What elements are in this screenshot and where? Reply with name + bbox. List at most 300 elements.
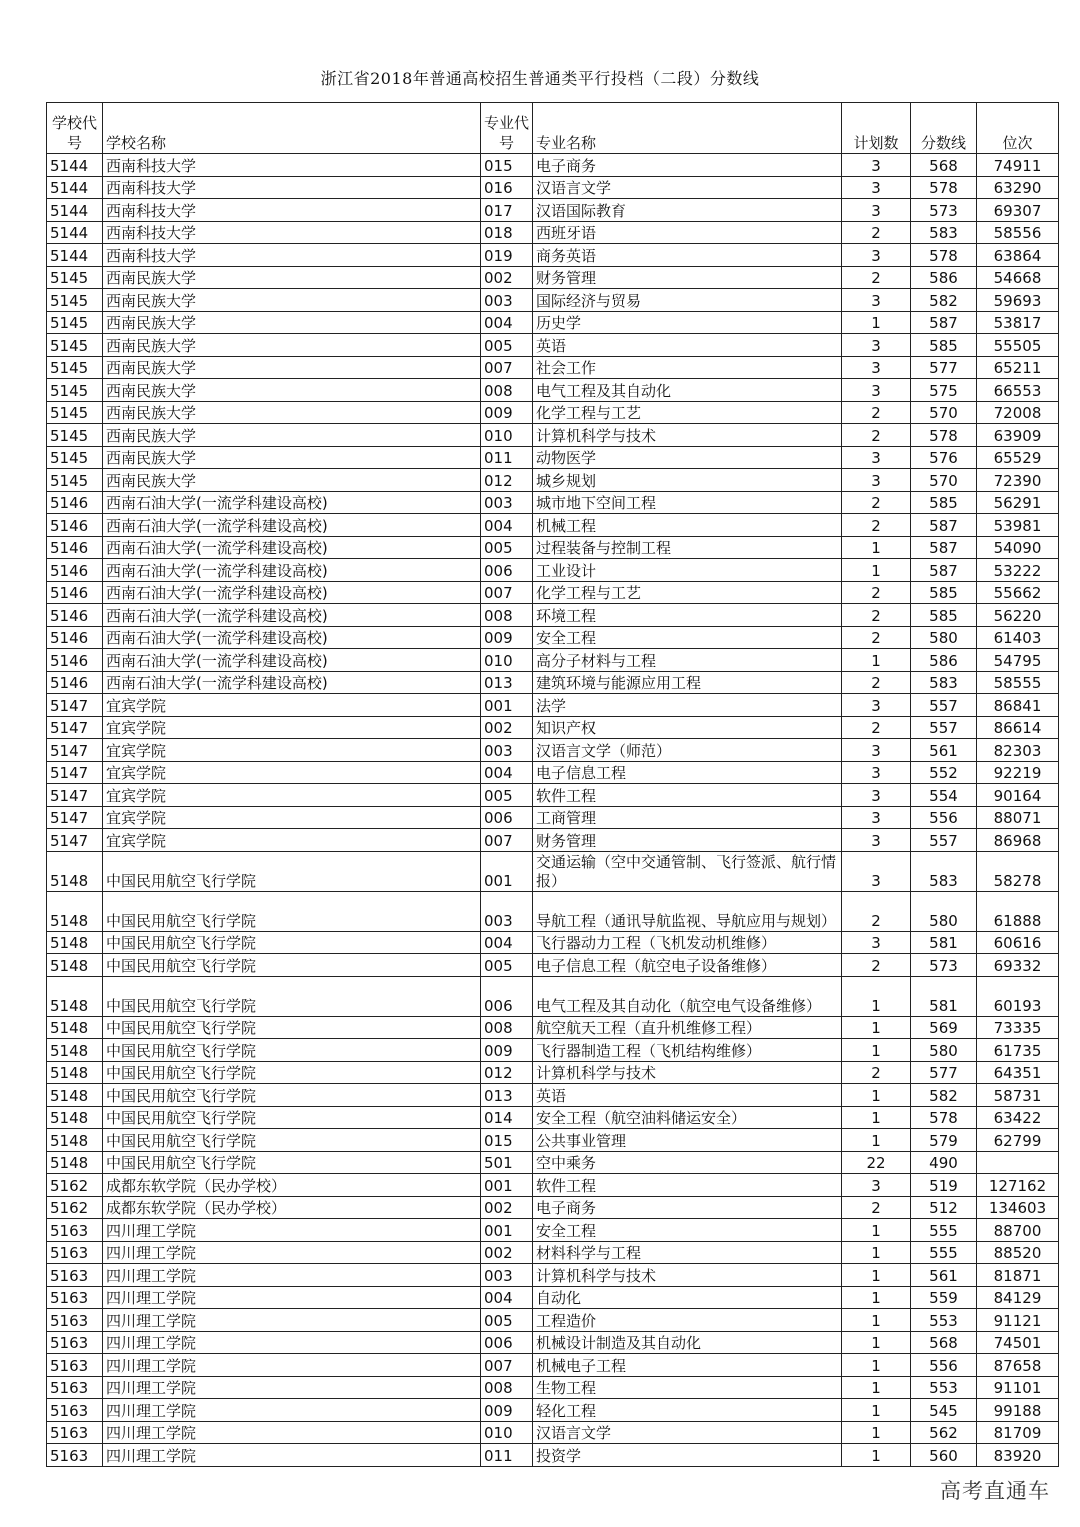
cell-plan: 3 <box>842 446 911 469</box>
cell-plan: 22 <box>842 1151 911 1174</box>
cell-major-name: 高分子材料与工程 <box>533 649 842 672</box>
table-row <box>47 1264 1059 1287</box>
cell-major-name: 汉语言文学 <box>533 176 842 199</box>
cell-rank: 58555 <box>977 671 1059 694</box>
cell-school-code: 5146 <box>47 559 103 582</box>
cell-score: 560 <box>911 1444 977 1467</box>
cell-major-name: 过程装备与控制工程 <box>533 536 842 559</box>
cell-score: 559 <box>911 1286 977 1309</box>
cell-major-name: 材料科学与工程 <box>533 1241 842 1264</box>
cell-major-name: 工业设计 <box>533 559 842 582</box>
cell-plan: 1 <box>842 1106 911 1129</box>
cell-score: 578 <box>911 424 977 447</box>
table-row <box>47 851 1059 891</box>
cell-school-name: 宜宾学院 <box>103 716 481 739</box>
cell-score: 577 <box>911 1061 977 1084</box>
cell-plan: 1 <box>842 1286 911 1309</box>
cell-rank: 87658 <box>977 1354 1059 1377</box>
cell-school-code: 5147 <box>47 739 103 762</box>
cell-major-code: 008 <box>481 604 533 627</box>
cell-rank: 66553 <box>977 379 1059 402</box>
cell-major-name: 环境工程 <box>533 604 842 627</box>
cell-score: 576 <box>911 446 977 469</box>
cell-major-code: 013 <box>481 671 533 694</box>
cell-school-name: 成都东软学院（民办学校） <box>103 1174 481 1197</box>
cell-score: 552 <box>911 761 977 784</box>
cell-major-name: 城乡规划 <box>533 469 842 492</box>
cell-major-name: 国际经济与贸易 <box>533 289 842 312</box>
cell-score: 585 <box>911 491 977 514</box>
cell-plan: 1 <box>842 1016 911 1039</box>
cell-plan: 3 <box>842 289 911 312</box>
table-row <box>47 1241 1059 1264</box>
cell-school-name: 中国民用航空飞行学院 <box>103 954 481 977</box>
cell-major-code: 006 <box>481 559 533 582</box>
cell-school-code: 5145 <box>47 446 103 469</box>
cell-score: 582 <box>911 1084 977 1107</box>
cell-plan: 3 <box>842 469 911 492</box>
cell-major-code: 010 <box>481 1421 533 1444</box>
cell-school-code: 5162 <box>47 1174 103 1197</box>
cell-major-code: 009 <box>481 1399 533 1422</box>
cell-major-name: 建筑环境与能源应用工程 <box>533 671 842 694</box>
cell-plan: 1 <box>842 1084 911 1107</box>
cell-major-name: 计算机科学与技术 <box>533 1264 842 1287</box>
cell-major-code: 016 <box>481 176 533 199</box>
cell-major-name: 电气工程及其自动化（航空电气设备维修） <box>533 976 842 1016</box>
cell-rank: 61735 <box>977 1039 1059 1062</box>
cell-major-code: 002 <box>481 716 533 739</box>
cell-major-name: 安全工程 <box>533 626 842 649</box>
cell-school-name: 西南石油大学(一流学科建设高校) <box>103 536 481 559</box>
cell-rank: 74911 <box>977 154 1059 177</box>
cell-school-name: 西南民族大学 <box>103 266 481 289</box>
cell-score: 561 <box>911 739 977 762</box>
cell-plan: 3 <box>842 244 911 267</box>
cell-school-code: 5163 <box>47 1331 103 1354</box>
cell-major-code: 005 <box>481 1309 533 1332</box>
cell-plan: 2 <box>842 716 911 739</box>
cell-school-name: 西南民族大学 <box>103 446 481 469</box>
cell-rank: 65529 <box>977 446 1059 469</box>
cell-major-name: 机械设计制造及其自动化 <box>533 1331 842 1354</box>
cell-rank: 86614 <box>977 716 1059 739</box>
cell-major-name: 航空航天工程（直升机维修工程） <box>533 1016 842 1039</box>
cell-major-code: 005 <box>481 784 533 807</box>
table-row <box>47 581 1059 604</box>
cell-rank: 84129 <box>977 1286 1059 1309</box>
cell-major-name: 电子信息工程（航空电子设备维修） <box>533 954 842 977</box>
header-school-code: 学校代号 <box>47 103 103 154</box>
cell-plan: 1 <box>842 1129 911 1152</box>
cell-major-code: 015 <box>481 1129 533 1152</box>
cell-major-name: 安全工程 <box>533 1219 842 1242</box>
cell-plan: 1 <box>842 1219 911 1242</box>
table-row <box>47 1376 1059 1399</box>
cell-school-code: 5146 <box>47 491 103 514</box>
cell-score: 573 <box>911 954 977 977</box>
cell-major-code: 009 <box>481 1039 533 1062</box>
cell-plan: 2 <box>842 581 911 604</box>
cell-plan: 3 <box>842 199 911 222</box>
table-row <box>47 289 1059 312</box>
cell-school-code: 5148 <box>47 851 103 891</box>
cell-school-code: 5145 <box>47 289 103 312</box>
table-row <box>47 604 1059 627</box>
cell-major-name: 电子信息工程 <box>533 761 842 784</box>
cell-plan: 1 <box>842 1264 911 1287</box>
cell-major-code: 007 <box>481 356 533 379</box>
cell-school-name: 中国民用航空飞行学院 <box>103 1039 481 1062</box>
table-row <box>47 1309 1059 1332</box>
table-row <box>47 1084 1059 1107</box>
header-plan: 计划数 <box>842 103 911 154</box>
cell-school-name: 宜宾学院 <box>103 784 481 807</box>
cell-major-name: 计算机科学与技术 <box>533 424 842 447</box>
cell-plan: 3 <box>842 1174 911 1197</box>
cell-major-name: 城市地下空间工程 <box>533 491 842 514</box>
cell-rank: 88700 <box>977 1219 1059 1242</box>
cell-school-code: 5147 <box>47 806 103 829</box>
cell-major-code: 004 <box>481 514 533 537</box>
cell-major-code: 006 <box>481 976 533 1016</box>
cell-school-code: 5148 <box>47 931 103 954</box>
table-row <box>47 1421 1059 1444</box>
table-row <box>47 244 1059 267</box>
cell-major-code: 012 <box>481 1061 533 1084</box>
cell-school-name: 四川理工学院 <box>103 1399 481 1422</box>
cell-score: 557 <box>911 716 977 739</box>
cell-major-name: 机械电子工程 <box>533 1354 842 1377</box>
cell-major-name: 机械工程 <box>533 514 842 537</box>
cell-plan: 3 <box>842 829 911 852</box>
cell-score: 557 <box>911 694 977 717</box>
header-school-name: 学校名称 <box>103 103 481 154</box>
cell-major-name: 英语 <box>533 334 842 357</box>
cell-school-name: 四川理工学院 <box>103 1421 481 1444</box>
cell-major-name: 安全工程（航空油料储运安全） <box>533 1106 842 1129</box>
cell-school-name: 西南石油大学(一流学科建设高校) <box>103 581 481 604</box>
cell-plan: 2 <box>842 424 911 447</box>
cell-rank: 63864 <box>977 244 1059 267</box>
cell-major-code: 004 <box>481 1286 533 1309</box>
cell-plan: 2 <box>842 891 911 931</box>
cell-school-code: 5145 <box>47 356 103 379</box>
cell-score: 583 <box>911 671 977 694</box>
cell-rank: 65211 <box>977 356 1059 379</box>
cell-major-name: 商务英语 <box>533 244 842 267</box>
table-row <box>47 559 1059 582</box>
cell-school-name: 成都东软学院（民办学校） <box>103 1196 481 1219</box>
cell-rank: 134603 <box>977 1196 1059 1219</box>
cell-score: 581 <box>911 976 977 1016</box>
cell-rank: 74501 <box>977 1331 1059 1354</box>
cell-score: 581 <box>911 931 977 954</box>
table-row <box>47 806 1059 829</box>
cell-score: 587 <box>911 536 977 559</box>
cell-plan: 2 <box>842 514 911 537</box>
cell-major-code: 003 <box>481 739 533 762</box>
table-row <box>47 1129 1059 1152</box>
table-row <box>47 1061 1059 1084</box>
cell-rank: 59693 <box>977 289 1059 312</box>
cell-rank: 61888 <box>977 891 1059 931</box>
cell-plan: 3 <box>842 806 911 829</box>
cell-plan: 1 <box>842 536 911 559</box>
cell-school-code: 5144 <box>47 199 103 222</box>
cell-plan: 3 <box>842 694 911 717</box>
cell-major-code: 010 <box>481 424 533 447</box>
cell-score: 562 <box>911 1421 977 1444</box>
cell-rank: 61403 <box>977 626 1059 649</box>
cell-school-name: 四川理工学院 <box>103 1354 481 1377</box>
cell-school-name: 西南科技大学 <box>103 176 481 199</box>
cell-major-code: 005 <box>481 334 533 357</box>
cell-school-code: 5163 <box>47 1354 103 1377</box>
cell-plan: 1 <box>842 1376 911 1399</box>
cell-score: 570 <box>911 401 977 424</box>
cell-plan: 1 <box>842 1444 911 1467</box>
cell-major-code: 001 <box>481 694 533 717</box>
cell-school-code: 5146 <box>47 671 103 694</box>
cell-major-name: 空中乘务 <box>533 1151 842 1174</box>
cell-rank: 55662 <box>977 581 1059 604</box>
table-row <box>47 1444 1059 1467</box>
table-row <box>47 891 1059 931</box>
cell-school-name: 中国民用航空飞行学院 <box>103 1016 481 1039</box>
cell-major-code: 004 <box>481 931 533 954</box>
page-title: 浙江省2018年普通高校招生普通类平行投档（二段）分数线 <box>320 69 760 88</box>
cell-school-name: 西南民族大学 <box>103 469 481 492</box>
cell-major-code: 008 <box>481 1016 533 1039</box>
cell-rank: 90164 <box>977 784 1059 807</box>
cell-school-name: 四川理工学院 <box>103 1331 481 1354</box>
cell-school-name: 中国民用航空飞行学院 <box>103 1061 481 1084</box>
cell-major-code: 019 <box>481 244 533 267</box>
cell-score: 556 <box>911 1354 977 1377</box>
cell-rank: 81871 <box>977 1264 1059 1287</box>
cell-school-code: 5163 <box>47 1264 103 1287</box>
cell-major-code: 001 <box>481 1174 533 1197</box>
cell-major-name: 财务管理 <box>533 266 842 289</box>
cell-major-name: 工商管理 <box>533 806 842 829</box>
cell-major-code: 006 <box>481 1331 533 1354</box>
cell-school-name: 四川理工学院 <box>103 1376 481 1399</box>
cell-major-code: 014 <box>481 1106 533 1129</box>
cell-major-code: 006 <box>481 806 533 829</box>
cell-major-name: 社会工作 <box>533 356 842 379</box>
cell-major-code: 011 <box>481 446 533 469</box>
cell-score: 582 <box>911 289 977 312</box>
cell-major-name: 自动化 <box>533 1286 842 1309</box>
cell-school-code: 5148 <box>47 1016 103 1039</box>
cell-score: 553 <box>911 1376 977 1399</box>
cell-major-name: 轻化工程 <box>533 1399 842 1422</box>
cell-major-code: 501 <box>481 1151 533 1174</box>
cell-major-code: 005 <box>481 954 533 977</box>
table-row <box>47 829 1059 852</box>
table-row <box>47 761 1059 784</box>
cell-rank: 63422 <box>977 1106 1059 1129</box>
cell-score: 573 <box>911 199 977 222</box>
cell-school-name: 西南石油大学(一流学科建设高校) <box>103 649 481 672</box>
cell-plan: 3 <box>842 154 911 177</box>
cell-plan: 3 <box>842 851 911 891</box>
header-major-name: 专业名称 <box>533 103 842 154</box>
cell-major-code: 015 <box>481 154 533 177</box>
cell-score: 585 <box>911 581 977 604</box>
cell-rank: 62799 <box>977 1129 1059 1152</box>
cell-score: 587 <box>911 311 977 334</box>
cell-score: 575 <box>911 379 977 402</box>
cell-school-name: 西南石油大学(一流学科建设高校) <box>103 604 481 627</box>
cell-score: 585 <box>911 604 977 627</box>
cell-plan: 2 <box>842 954 911 977</box>
cell-school-code: 5163 <box>47 1286 103 1309</box>
cell-school-name: 中国民用航空飞行学院 <box>103 851 481 891</box>
cell-major-code: 012 <box>481 469 533 492</box>
table-row <box>47 469 1059 492</box>
table-row <box>47 671 1059 694</box>
cell-school-name: 西南民族大学 <box>103 401 481 424</box>
table-row <box>47 356 1059 379</box>
cell-score: 555 <box>911 1219 977 1242</box>
cell-school-code: 5144 <box>47 221 103 244</box>
cell-school-name: 西南民族大学 <box>103 334 481 357</box>
cell-school-name: 中国民用航空飞行学院 <box>103 1129 481 1152</box>
cell-major-code: 003 <box>481 1264 533 1287</box>
cell-school-code: 5145 <box>47 334 103 357</box>
cell-school-code: 5145 <box>47 266 103 289</box>
cell-major-code: 005 <box>481 536 533 559</box>
table-row <box>47 401 1059 424</box>
table-row <box>47 424 1059 447</box>
cell-score: 556 <box>911 806 977 829</box>
cell-major-code: 007 <box>481 1354 533 1377</box>
cell-plan: 3 <box>842 761 911 784</box>
cell-major-code: 007 <box>481 829 533 852</box>
cell-school-name: 宜宾学院 <box>103 761 481 784</box>
cell-rank: 86841 <box>977 694 1059 717</box>
header-major-code: 专业代号 <box>481 103 533 154</box>
cell-rank: 82303 <box>977 739 1059 762</box>
cell-score: 557 <box>911 829 977 852</box>
cell-plan: 1 <box>842 311 911 334</box>
cell-plan: 1 <box>842 1354 911 1377</box>
cell-school-name: 中国民用航空飞行学院 <box>103 976 481 1016</box>
cell-school-code: 5148 <box>47 1151 103 1174</box>
table-row <box>47 626 1059 649</box>
cell-major-name: 计算机科学与技术 <box>533 1061 842 1084</box>
cell-plan: 3 <box>842 931 911 954</box>
cell-school-code: 5148 <box>47 891 103 931</box>
table-row <box>47 954 1059 977</box>
cell-school-code: 5148 <box>47 954 103 977</box>
table-row <box>47 694 1059 717</box>
cell-plan: 2 <box>842 626 911 649</box>
cell-major-name: 化学工程与工艺 <box>533 401 842 424</box>
cell-school-code: 5148 <box>47 1106 103 1129</box>
cell-rank: 53981 <box>977 514 1059 537</box>
cell-rank: 88520 <box>977 1241 1059 1264</box>
cell-rank: 54668 <box>977 266 1059 289</box>
cell-major-name: 汉语言文学 <box>533 1421 842 1444</box>
cell-major-name: 历史学 <box>533 311 842 334</box>
cell-rank <box>977 1151 1059 1174</box>
cell-score: 580 <box>911 1039 977 1062</box>
cell-school-code: 5147 <box>47 694 103 717</box>
cell-school-code: 5145 <box>47 379 103 402</box>
cell-plan: 1 <box>842 1331 911 1354</box>
cell-major-code: 004 <box>481 311 533 334</box>
cell-major-name: 飞行器动力工程（飞机发动机维修） <box>533 931 842 954</box>
cell-plan: 3 <box>842 379 911 402</box>
cell-school-code: 5148 <box>47 1129 103 1152</box>
table-row <box>47 221 1059 244</box>
cell-plan: 1 <box>842 1309 911 1332</box>
table-row <box>47 199 1059 222</box>
cell-score: 512 <box>911 1196 977 1219</box>
cell-rank: 72390 <box>977 469 1059 492</box>
cell-school-code: 5145 <box>47 469 103 492</box>
cell-plan: 2 <box>842 604 911 627</box>
cell-major-name: 软件工程 <box>533 1174 842 1197</box>
cell-major-name: 导航工程（通讯导航监视、导航应用与规划） <box>533 891 842 931</box>
cell-rank: 54090 <box>977 536 1059 559</box>
cell-score: 578 <box>911 1106 977 1129</box>
cell-rank: 88071 <box>977 806 1059 829</box>
table-row <box>47 1196 1059 1219</box>
cell-rank: 92219 <box>977 761 1059 784</box>
cell-major-code: 018 <box>481 221 533 244</box>
cell-school-name: 西南石油大学(一流学科建设高校) <box>103 671 481 694</box>
cell-school-name: 四川理工学院 <box>103 1219 481 1242</box>
cell-school-name: 西南民族大学 <box>103 289 481 312</box>
cell-school-code: 5148 <box>47 1061 103 1084</box>
cell-score: 568 <box>911 1331 977 1354</box>
cell-school-name: 西南民族大学 <box>103 379 481 402</box>
table-row <box>47 379 1059 402</box>
cell-rank: 53222 <box>977 559 1059 582</box>
cell-plan: 2 <box>842 491 911 514</box>
cell-plan: 2 <box>842 401 911 424</box>
cell-school-name: 西南民族大学 <box>103 424 481 447</box>
cell-major-code: 009 <box>481 626 533 649</box>
cell-plan: 3 <box>842 356 911 379</box>
cell-school-code: 5162 <box>47 1196 103 1219</box>
cell-plan: 3 <box>842 739 911 762</box>
cell-score: 555 <box>911 1241 977 1264</box>
table-row <box>47 931 1059 954</box>
cell-school-name: 宜宾学院 <box>103 739 481 762</box>
table-row <box>47 311 1059 334</box>
cell-major-name: 化学工程与工艺 <box>533 581 842 604</box>
cell-rank: 72008 <box>977 401 1059 424</box>
cell-school-name: 西南科技大学 <box>103 154 481 177</box>
cell-major-name: 汉语国际教育 <box>533 199 842 222</box>
cell-school-name: 宜宾学院 <box>103 829 481 852</box>
cell-score: 583 <box>911 221 977 244</box>
cell-school-name: 西南石油大学(一流学科建设高校) <box>103 514 481 537</box>
cell-school-name: 宜宾学院 <box>103 806 481 829</box>
cell-major-code: 001 <box>481 1219 533 1242</box>
cell-major-code: 010 <box>481 649 533 672</box>
cell-rank: 58731 <box>977 1084 1059 1107</box>
cell-major-code: 008 <box>481 379 533 402</box>
cell-major-name: 英语 <box>533 1084 842 1107</box>
cell-major-name: 投资学 <box>533 1444 842 1467</box>
cell-plan: 2 <box>842 266 911 289</box>
